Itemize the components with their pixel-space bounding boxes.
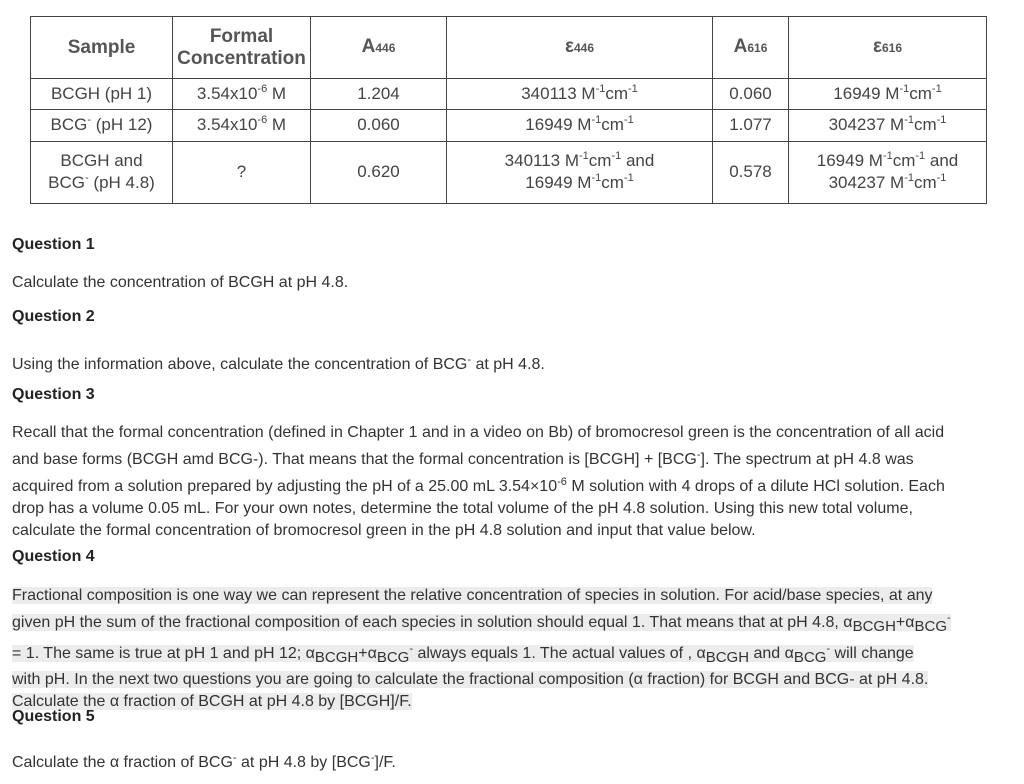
header-a446 <box>311 17 447 79</box>
table-row <box>31 110 987 141</box>
unit-cm: cm <box>909 84 932 104</box>
and-text: and <box>925 151 959 171</box>
table-row <box>31 141 987 204</box>
header-formal-line1: Formal <box>209 25 274 47</box>
cell-concentration <box>173 110 311 141</box>
a616-sub: 616 <box>747 41 768 55</box>
e616-value: 16949 M <box>816 151 883 171</box>
cell-e616 <box>789 79 987 110</box>
question-2-text <box>12 350 1002 375</box>
e446-value: 16949 M <box>525 173 592 193</box>
text-part: with pH. In the next two questions you are going to calculate the fractional composition (α fraction) for BCGH and BCG- at pH 4.8. <box>12 671 929 688</box>
sample-sup: - <box>87 114 92 127</box>
text-part: +α <box>358 645 377 662</box>
a446-sub: 446 <box>375 41 396 55</box>
superscript: - <box>947 612 951 624</box>
and-text: and <box>621 151 655 171</box>
unit-exp: -1 <box>936 172 947 185</box>
cell-e616 <box>789 141 987 204</box>
superscript: - <box>696 449 701 461</box>
table-row <box>31 79 987 110</box>
cell-a446: 0.620 <box>311 141 447 204</box>
question-3-heading: Question 3 <box>12 386 95 403</box>
unit-exp: -1 <box>915 150 926 163</box>
cell-e446 <box>447 141 713 204</box>
cell-sample <box>31 110 173 141</box>
unit-exp: -1 <box>595 83 606 96</box>
text-line: and base forms (BCGH amd BCG-). That means that the formal concentration is [BCGH] + [BCG <box>12 451 697 468</box>
superscript: - <box>467 354 472 366</box>
cell-a616: 0.578 <box>713 141 789 204</box>
conc-exp: -6 <box>257 114 268 127</box>
e616-base: ε <box>872 36 882 57</box>
a446-base: A <box>361 36 376 57</box>
question-5-text <box>12 748 1002 773</box>
sample-base: BCG <box>48 173 86 193</box>
conc-unit: M <box>267 84 287 104</box>
superscript: - <box>232 752 237 764</box>
superscript: - <box>409 643 414 655</box>
subscript: BCG <box>376 649 410 666</box>
text-line <box>12 612 951 635</box>
cell-e616 <box>789 110 987 141</box>
unit-exp: -1 <box>591 114 602 127</box>
conc-base: 3.54x10 <box>196 84 258 104</box>
question-4-text <box>12 585 1002 713</box>
unit-exp: -1 <box>904 114 914 127</box>
text-line <box>12 587 932 604</box>
text-part: always equals 1. The actual values of , α <box>413 645 706 662</box>
e446-value: 16949 M <box>525 115 592 135</box>
sample-sup: - <box>85 172 89 185</box>
header-a616 <box>713 17 789 79</box>
e616-sub: 616 <box>882 41 903 55</box>
text-part: Using the information above, calculate the concentration of BCG <box>12 356 468 373</box>
text-line: Recall that the formal concentration (defined in Chapter 1 and in a video on Bb) of bromocresol green is the concentration of all acid <box>12 424 945 441</box>
unit-cm: cm <box>601 173 624 193</box>
cell-sample: BCGH (pH 1) <box>31 79 173 110</box>
unit-cm: cm <box>892 151 916 171</box>
e616-value: 304237 M <box>828 115 905 135</box>
unit-cm: cm <box>588 151 612 171</box>
text-part: Calculate the α fraction of BCG <box>12 754 233 771</box>
cell-concentration: ? <box>173 141 311 204</box>
question-5-heading: Question 5 <box>12 708 95 725</box>
unit-cm: cm <box>913 115 937 135</box>
question-1-text: Calculate the concentration of BCGH at pH 4.8. <box>12 274 349 291</box>
subscript: BCGH <box>852 618 896 635</box>
unit-exp: -1 <box>628 83 638 96</box>
text-part: = 1. The same is true at pH 1 and pH 12; α <box>12 645 315 662</box>
table-header-row <box>31 17 987 79</box>
cell-a446: 1.204 <box>311 79 447 110</box>
text-line: ]. The spectrum at pH 4.8 was <box>700 451 914 468</box>
text-line <box>12 643 914 666</box>
sample-line1: BCGH and <box>60 151 143 171</box>
superscript: -6 <box>557 476 567 488</box>
cell-sample <box>31 141 173 204</box>
a616-base: A <box>733 36 748 57</box>
question-3-text <box>12 422 1002 542</box>
unit-exp: -1 <box>623 114 634 127</box>
text-part: Calculate the α fraction of BCGH at pH 4.8 by [BCGH]/F. <box>12 693 412 710</box>
unit-cm: cm <box>605 84 629 104</box>
cell-a446: 0.060 <box>311 110 447 141</box>
text-part: at pH 4.8. <box>471 356 545 373</box>
subscript: BCGH <box>314 649 359 666</box>
text-part: given pH the sum of the fractional composition of each species in solution should equal 1. That means that at pH 4.8, α <box>12 614 853 631</box>
unit-exp: -1 <box>899 83 910 96</box>
e446-sub: 446 <box>574 41 595 55</box>
unit-exp: -1 <box>579 150 589 163</box>
text-line: drop has a volume 0.05 mL. For your own notes, determine the total volume of the pH 4.8 solution. Using this new total volume, <box>12 500 913 517</box>
text-part: Fractional composition is one way we can represent the relative concentration of species in solution. For acid/base species, at any <box>12 587 933 604</box>
unit-exp: -1 <box>611 150 622 163</box>
subscript: BCG <box>914 618 948 635</box>
header-sample: Sample <box>31 17 173 79</box>
sample-rest: (pH 12) <box>91 115 153 135</box>
text-line: M solution with 4 drops of a dilute HCl solution. Each <box>566 478 945 495</box>
text-line: acquired from a solution prepared by adjusting the pH of a 25.00 mL 3.54×10 <box>12 478 558 495</box>
text-line: calculate the formal concentration of bromocresol green in the pH 4.8 solution and input that value below. <box>12 522 756 539</box>
cell-a616: 0.060 <box>713 79 789 110</box>
e446-base: ε <box>564 36 574 57</box>
unit-cm: cm <box>913 173 937 193</box>
cell-e446 <box>447 79 713 110</box>
header-formal-line2: Concentration <box>177 47 306 69</box>
superscript: - <box>826 643 831 655</box>
e616-value: 304237 M <box>828 173 905 193</box>
unit-cm: cm <box>601 115 624 135</box>
conc-unit: M <box>267 115 287 135</box>
e446-value: 340113 M <box>521 84 596 104</box>
text-part: +α <box>895 614 915 631</box>
absorbance-table <box>30 16 987 204</box>
question-1-heading: Question 1 <box>12 236 95 253</box>
cell-e446 <box>447 110 713 141</box>
unit-exp: -1 <box>591 172 602 185</box>
e446-value: 340113 M <box>504 151 580 171</box>
unit-exp: -1 <box>904 172 914 185</box>
subscript: BCG <box>793 649 827 666</box>
subscript: BCGH <box>705 649 750 666</box>
e616-value: 16949 M <box>833 84 900 104</box>
cell-a616: 1.077 <box>713 110 789 141</box>
conc-exp: -6 <box>257 83 268 96</box>
text-part: and α <box>749 645 794 662</box>
header-e616 <box>789 17 987 79</box>
text-part: at pH 4.8 by [BCG <box>236 754 371 771</box>
sample-rest: (pH 4.8) <box>88 173 155 193</box>
sample-base: BCG <box>50 115 88 135</box>
header-e446 <box>447 17 713 79</box>
header-formal-concentration <box>173 17 311 79</box>
unit-exp: -1 <box>882 150 893 163</box>
superscript: - <box>370 752 375 764</box>
conc-base: 3.54x10 <box>196 115 258 135</box>
question-2-heading: Question 2 <box>12 308 95 325</box>
text-part: ]/F. <box>374 754 396 771</box>
cell-concentration <box>173 79 311 110</box>
text-part: will change <box>830 645 914 662</box>
unit-exp: -1 <box>936 114 947 127</box>
unit-exp: -1 <box>623 172 634 185</box>
question-4-heading: Question 4 <box>12 548 95 565</box>
text-line <box>12 671 928 688</box>
unit-exp: -1 <box>931 83 942 96</box>
